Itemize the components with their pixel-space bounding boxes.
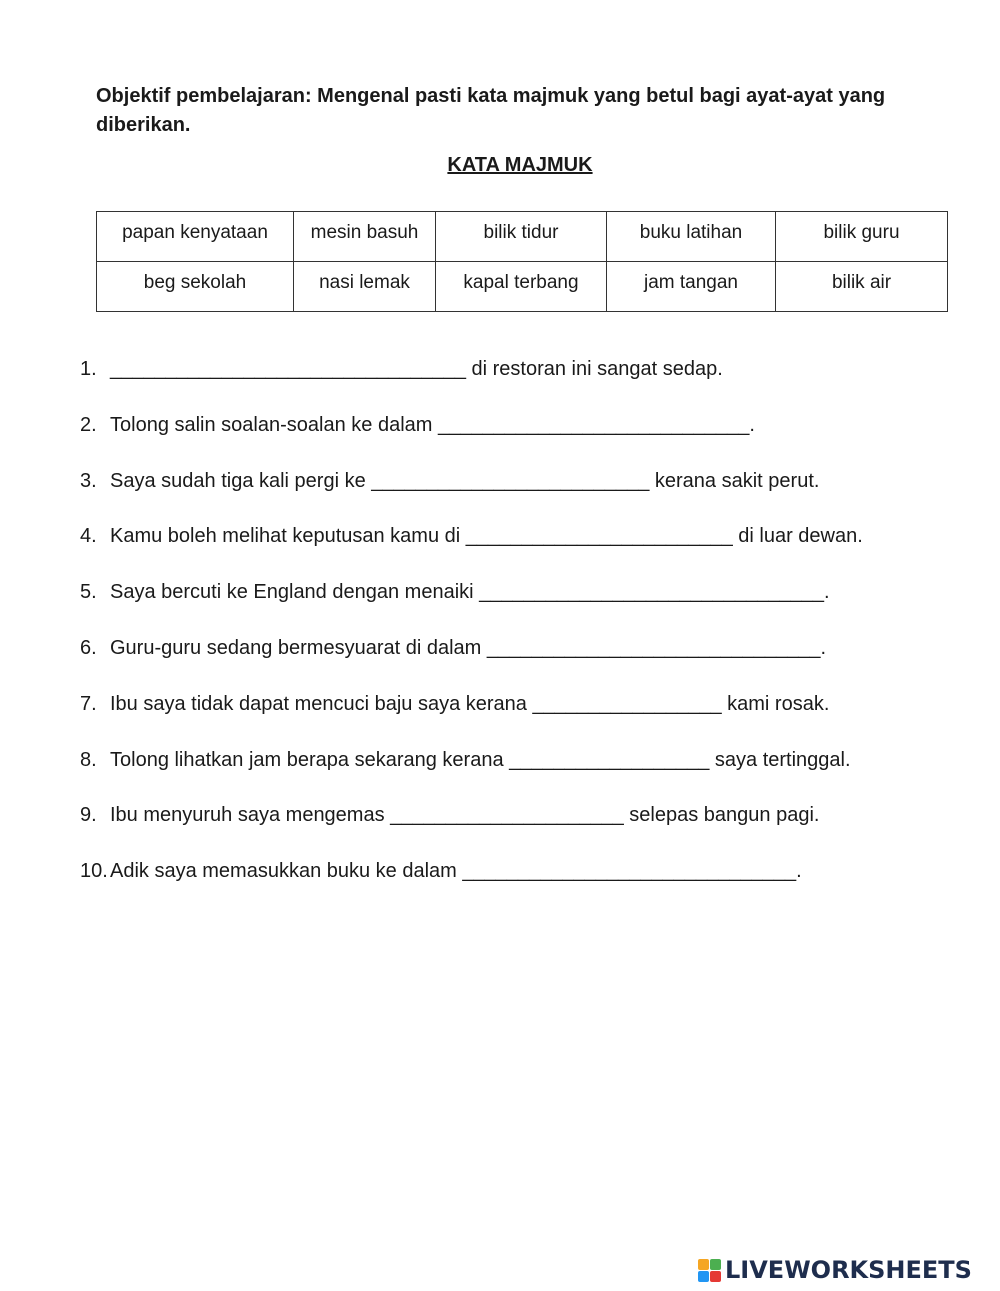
question-item	[80, 631, 980, 687]
question-item	[80, 408, 980, 464]
logo-square	[710, 1259, 721, 1270]
question-item	[80, 687, 980, 743]
question-number: 9.	[80, 804, 97, 827]
word-bank-row	[97, 262, 948, 312]
word-bank-cell: bilik tidur	[436, 212, 607, 262]
question-number: 6.	[80, 636, 97, 659]
question-text: Tolong lihatkan jam berapa sekarang kerana __________________ saya tertinggal.	[110, 748, 851, 771]
word-bank-cell: papan kenyataan	[97, 212, 294, 262]
question-item	[80, 519, 980, 575]
word-bank-cell: beg sekolah	[97, 262, 294, 312]
word-bank-cell: bilik air	[776, 262, 948, 312]
logo-text: LIVEWORKSHEETS	[725, 1256, 972, 1284]
question-number: 1.	[80, 358, 97, 380]
question-text: Tolong salin soalan-soalan ke dalam ____________________________.	[110, 413, 755, 436]
question-item	[80, 743, 980, 799]
liveworksheets-logo[interactable]	[698, 1253, 972, 1287]
word-bank-row	[97, 212, 948, 262]
word-bank-table	[96, 211, 948, 312]
word-bank-cell: bilik guru	[776, 212, 948, 262]
question-number: 3.	[80, 469, 97, 492]
question-text: Saya bercuti ke England dengan menaiki _______________________________.	[110, 581, 830, 604]
question-number: 10.	[80, 860, 108, 883]
question-item	[80, 352, 980, 408]
logo-square	[698, 1271, 709, 1282]
question-text: ________________________________ di restoran ini sangat sedap.	[110, 358, 723, 380]
question-item	[80, 464, 980, 520]
question-text: Adik saya memasukkan buku ke dalam ______________________________.	[110, 860, 802, 883]
question-number: 8.	[80, 748, 97, 771]
question-list	[80, 352, 980, 910]
question-text: Ibu saya tidak dapat mencuci baju saya kerana _________________ kami rosak.	[110, 692, 830, 715]
word-bank-cell: mesin basuh	[294, 212, 436, 262]
question-text: Saya sudah tiga kali pergi ke _________________________ kerana sakit perut.	[110, 469, 820, 492]
question-item	[80, 798, 980, 854]
question-number: 7.	[80, 692, 97, 715]
question-number: 4.	[80, 525, 97, 548]
question-text: Ibu menyuruh saya mengemas _____________________ selepas bangun pagi.	[110, 804, 820, 827]
question-text: Kamu boleh melihat keputusan kamu di ________________________ di luar dewan.	[110, 525, 863, 548]
logo-square	[698, 1259, 709, 1270]
logo-square	[710, 1271, 721, 1282]
word-bank-cell: buku latihan	[607, 212, 776, 262]
word-bank-cell: kapal terbang	[436, 262, 607, 312]
word-bank-cell: nasi lemak	[294, 262, 436, 312]
question-item	[80, 575, 980, 631]
question-number: 5.	[80, 581, 97, 604]
word-bank-cell: jam tangan	[607, 262, 776, 312]
learning-objective: Objektif pembelajaran: Mengenal pasti kata majmuk yang betul bagi ayat-ayat yang diberikan.	[96, 85, 886, 136]
question-number: 2.	[80, 413, 97, 436]
logo-squares-icon	[698, 1259, 721, 1282]
question-text: Guru-guru sedang bermesyuarat di dalam ______________________________.	[110, 636, 827, 659]
worksheet-title: KATA MAJMUK	[447, 154, 593, 176]
question-item	[80, 854, 980, 910]
